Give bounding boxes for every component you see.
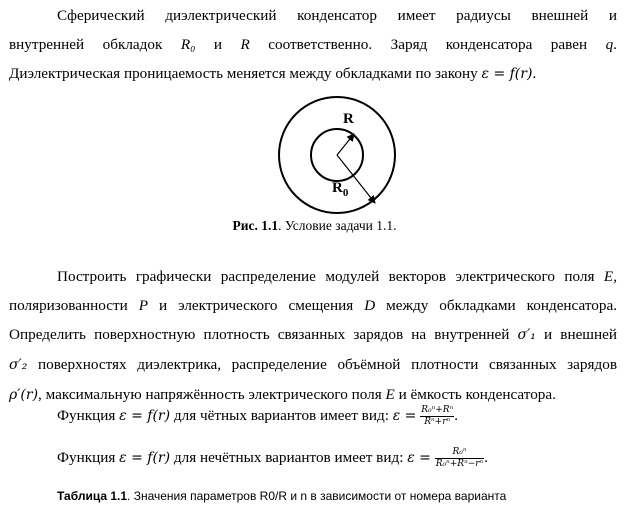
odd-numerator: R₀ⁿ: [435, 447, 485, 459]
symbol-E-max: E: [385, 386, 395, 403]
table-caption: [57, 489, 506, 503]
intro-text-2c: соответственно. Заряд конденсатора равен: [249, 36, 606, 53]
even-eq: ε = f(r): [119, 407, 171, 424]
task-text-5b: и ёмкость конденсатора.: [394, 386, 556, 403]
task-line-4: [9, 350, 617, 380]
even-fraction: [420, 405, 454, 428]
task-paragraph: [9, 262, 617, 410]
even-lhs: ε =: [392, 407, 417, 424]
odd-denominator: R₀ⁿ+Rⁿ−rⁿ: [435, 459, 484, 469]
formula-epsilon: ε = f(r): [481, 66, 533, 82]
symbol-sigma2: σ′₂: [9, 357, 28, 373]
symbol-R0: R₀: [180, 36, 196, 53]
task-text-5a: , максимальную напряжённость электрического поля: [38, 386, 386, 403]
even-denominator: Rⁿ+rⁿ: [424, 417, 451, 427]
even-prefix: Функция: [57, 406, 120, 424]
odd-variant-formula: [57, 447, 488, 470]
odd-lhs: ε =: [407, 449, 431, 466]
label-R: R: [343, 111, 354, 127]
odd-eq: ε = f(r): [119, 449, 171, 466]
symbol-q: q: [605, 36, 614, 53]
symbol-sigma1: σ′₁: [517, 327, 536, 343]
task-text-3a: Определить поверхностную плотность связанных зарядов на внутренней: [9, 326, 518, 343]
symbol-R: R: [240, 36, 250, 53]
even-end: .: [454, 406, 459, 424]
figure-caption-number: Рис. 1.1: [232, 218, 279, 233]
intro-text-3a: Диэлектрическая проницаемость меняется между обкладками по закону: [9, 65, 482, 82]
task-text-2a: поляризованности: [9, 297, 139, 314]
odd-fraction: [435, 447, 485, 470]
task-line-2: [9, 291, 617, 320]
odd-prefix: Функция: [57, 448, 120, 466]
even-mid: для чётных вариантов имеет вид:: [170, 406, 393, 424]
label-R0-main: R: [332, 180, 343, 196]
intro-text-1: Сферический диэлектрический конденсатор имеет радиусы внешней и: [57, 7, 617, 24]
odd-mid: для нечётных вариантов имеет вид:: [170, 448, 408, 466]
task-line-1: [9, 262, 617, 291]
radius-R-arrow: [337, 134, 354, 155]
table-caption-text: . Значения параметров R0/R и n в зависимости от номера варианта: [127, 489, 507, 503]
task-text-2c: между обкладками конденсатора.: [375, 297, 617, 314]
task-text-4a: поверхностях диэлектрика, распределение объёмной плотности связанных зарядов: [27, 356, 617, 373]
task-text-1b: ,: [613, 268, 617, 285]
symbol-rho: ρ′(r): [9, 387, 39, 403]
figure-caption: [0, 218, 629, 234]
odd-end: .: [484, 448, 489, 466]
even-variant-formula: [57, 405, 458, 428]
label-R0-sub: 0: [342, 187, 349, 199]
symbol-D: D: [364, 297, 376, 314]
symbol-E: E: [603, 268, 614, 285]
symbol-P: P: [138, 297, 149, 314]
figure-caption-text: . Условие задачи 1.1.: [278, 218, 397, 233]
even-numerator: R₀ⁿ+Rⁿ: [421, 405, 454, 415]
intro-text-2a: внутренней обкладок: [9, 36, 181, 53]
task-text-2b: и электрического смещения: [148, 297, 365, 314]
task-text-1a: Построить графически распределение модулей векторов электрического поля: [57, 268, 604, 285]
task-text-3b: и внешней: [535, 326, 617, 343]
label-R0: [332, 180, 349, 199]
task-line-3: [9, 320, 617, 350]
table-caption-number: Таблица 1.1: [57, 489, 128, 503]
intro-text-2b: и: [195, 36, 241, 53]
intro-text-2d: .: [613, 36, 617, 53]
intro-text-3b: .: [532, 65, 537, 82]
